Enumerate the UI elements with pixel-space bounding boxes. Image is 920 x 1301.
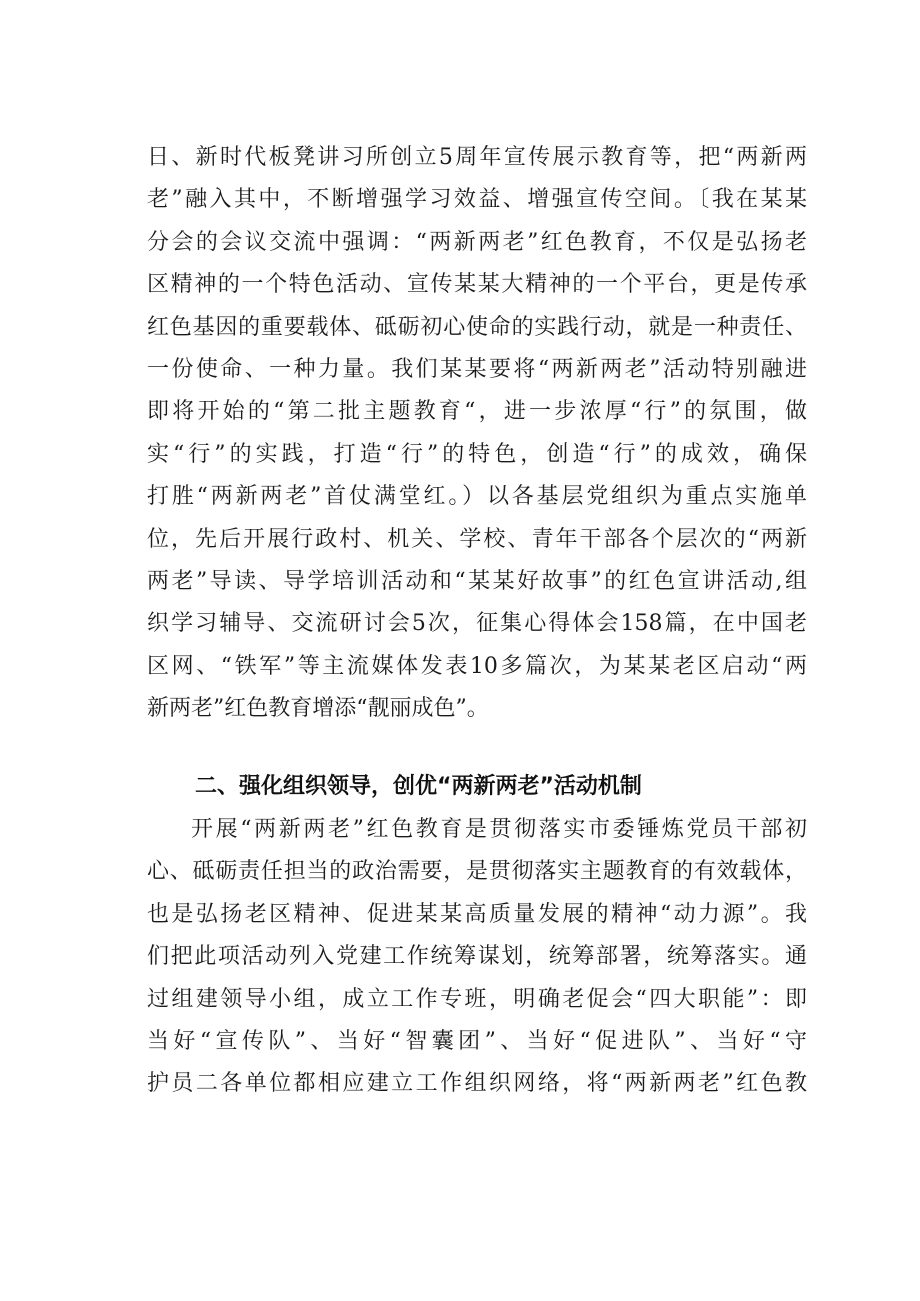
- text-line: 心、砥砺责任担当的政治需要，是贯彻落实主题教育的有效载体，: [147, 859, 807, 885]
- text-line: 过组建领导小组，成立工作专班，明确老促会“四大职能”：即: [147, 986, 807, 1012]
- text-line: 一份使命、一种力量。我们某某要将“两新两老”活动特别融进: [147, 356, 807, 382]
- text-line: 新两老”红色教育增添“靓丽成色”。: [147, 696, 489, 722]
- section-heading: 二、强化组织领导，创优“两新两老”活动机制: [195, 774, 642, 799]
- text-line: 位，先后开展行政村、机关、学校、青年干部各个层次的“两新: [147, 526, 807, 552]
- text-line: 们把此项活动列入党建工作统筹谋划，统筹部署，统筹落实。通: [147, 944, 807, 970]
- text-line: 实“行”的实践，打造“行”的特色，创造“行”的成效，确保: [147, 441, 807, 467]
- body-paragraph-2: [147, 809, 807, 1106]
- text-line: 红色基因的重要载体、砥砺初心使命的实践行动，就是一种责任、: [147, 314, 807, 340]
- text-line: 当好“宣传队”、当好“智囊团”、当好“促进队”、当好“守: [147, 1028, 807, 1054]
- text-line: 也是弘扬老区精神、促进某某高质量发展的精神“动力源”。我: [147, 901, 807, 927]
- text-line: 区网、“铁军”等主流媒体发表10多篇次，为某某老区启动“两: [147, 653, 807, 679]
- text-line: 打胜“两新两老”首仗满堂红。）以各基层党组织为重点实施单: [147, 484, 807, 510]
- text-line: 护员二各单位都相应建立工作组织网络，将“两新两老”红色教: [147, 1071, 807, 1097]
- body-paragraph-1: [147, 137, 807, 730]
- text-line: 区精神的一个特色活动、宣传某某大精神的一个平台，更是传承: [147, 272, 807, 298]
- text-line: 两老”导读、导学培训活动和“某某好故事”的红色宣讲活动,组: [147, 568, 807, 594]
- text-line: 即将开始的“第二批主题教育“，进一步浓厚“行”的氛围，做: [147, 399, 807, 425]
- text-line: 开展“两新两老”红色教育是贯彻落实市委锤炼党员干部初: [191, 817, 807, 842]
- text-line: 织学习辅导、交流研讨会5次，征集心得体会158篇，在中国老: [147, 611, 807, 637]
- text-line: 老”融入其中，不断增强学习效益、增强宣传空间。〔我在某某: [147, 187, 807, 213]
- text-line: 分会的会议交流中强调：“两新两老”红色教育，不仅是弘扬老: [147, 229, 807, 255]
- text-line: 日、新时代板凳讲习所创立5周年宣传展示教育等，把“两新两: [147, 145, 807, 170]
